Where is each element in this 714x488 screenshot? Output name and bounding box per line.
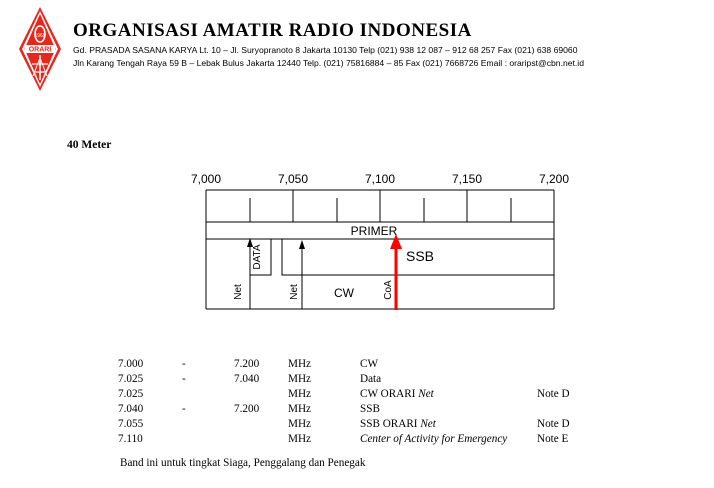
cw-net-label: Net (233, 284, 244, 300)
mode: SSB (360, 403, 380, 415)
tick-label-7050: 7,050 (277, 172, 309, 186)
start-freq: 7.040 (118, 403, 144, 415)
ssb-label: SSB (405, 248, 435, 264)
unit: MHz (288, 403, 311, 415)
data-label: DATA (252, 244, 263, 270)
primer-label: PRIMER (350, 224, 398, 238)
start-freq: 7.025 (118, 388, 144, 400)
org-name: ORGANISASI AMATIR RADIO INDONESIA (73, 20, 472, 41)
end-freq: 7.200 (234, 358, 260, 370)
coa-label: CoA (383, 280, 394, 300)
start-freq: 7.110 (118, 433, 143, 445)
note: Note D (537, 388, 570, 400)
ssb-net-label: Net (289, 284, 300, 300)
tick-label-7000: 7,000 (190, 172, 222, 186)
logo-badge: 1968 (34, 33, 46, 39)
start-freq: 7.055 (118, 418, 144, 430)
end-freq: 7.040 (234, 373, 260, 385)
end-freq: 7.200 (234, 403, 260, 415)
ssb-net-arrowhead (299, 240, 305, 249)
footer-note: Band ini untuk tingkat Siaga, Penggalang dan Penegak (120, 457, 366, 469)
tick-label-7100: 7,100 (364, 172, 396, 186)
unit: MHz (288, 433, 311, 445)
range-dash: - (182, 403, 186, 415)
tick-label-7200: 7,200 (538, 172, 570, 186)
band-plan-diagram (180, 168, 580, 318)
address-line-2: Jln Karang Tengah Raya 59 B – Lebak Bulus Jakarta 12440 Telp. (021) 75816884 – 85 Fax (021) 7668726 Email : oraripst@cbn.net.id (73, 58, 584, 68)
start-freq: 7.000 (118, 358, 144, 370)
note: Note E (537, 433, 569, 445)
note: Note D (537, 418, 570, 430)
section-title: 40 Meter (67, 139, 112, 151)
unit: MHz (288, 418, 311, 430)
range-dash: - (182, 358, 186, 370)
tick-label-7150: 7,150 (451, 172, 483, 186)
unit: MHz (288, 388, 311, 400)
orari-logo (18, 6, 62, 92)
start-freq: 7.025 (118, 373, 144, 385)
mode: CW (360, 358, 379, 370)
mode: SSB ORARI Net (360, 418, 436, 430)
mode: Center of Activity for Emergency (360, 433, 508, 445)
range-dash: - (182, 373, 186, 385)
address-line-1: Gd. PRASADA SASANA KARYA Lt. 10 – Jl. Suryopranoto 8 Jakarta 10130 Telp (021) 938 12 087 – 912 68 257 Fax (021) 638 69060 (73, 45, 578, 55)
unit: MHz (288, 358, 311, 370)
logo-text: ORARI (28, 46, 52, 54)
unit: MHz (288, 373, 311, 385)
mode: Data (360, 373, 382, 385)
mode: CW ORARI Net (360, 388, 434, 400)
cw-label: CW (334, 286, 354, 300)
